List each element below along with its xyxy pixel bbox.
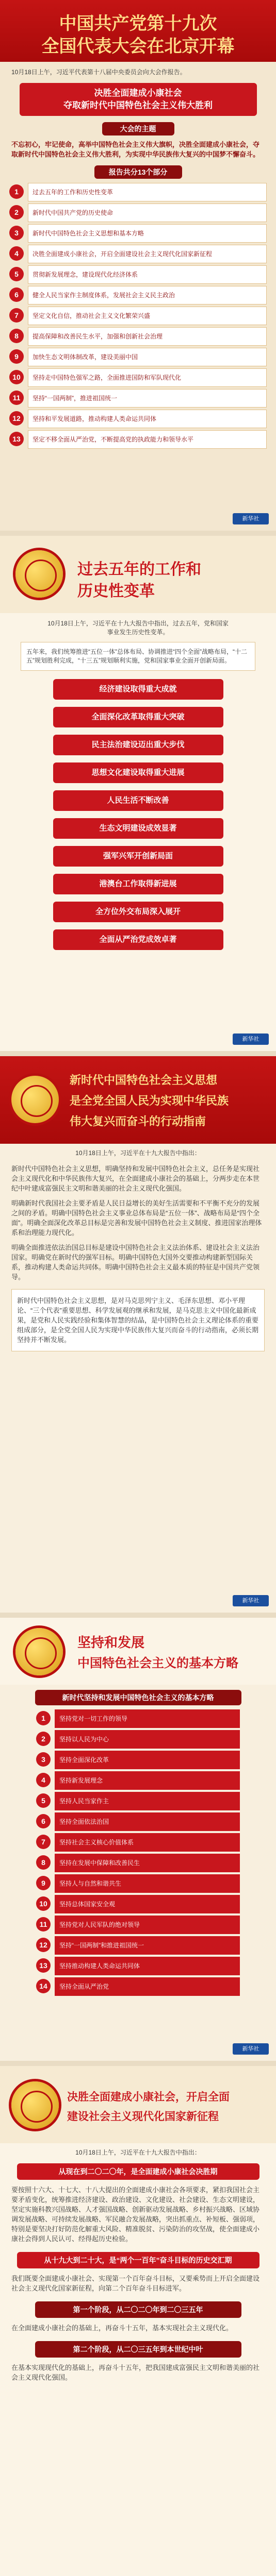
strategy-list: [0, 1709, 276, 1995]
section-thought: [0, 1056, 276, 1613]
section-new-journey: [0, 2066, 276, 2576]
opening-title-line1: 中国共产党第十九次: [59, 14, 217, 33]
list-item: 经济建设取得重大成就: [53, 679, 223, 700]
journey-title-line1: 决胜全面建成小康社会，开启全面: [67, 2091, 230, 2103]
list-item: 全面深化改革取得重大突破: [53, 707, 223, 727]
five-years-list: [0, 679, 276, 950]
party-emblem-icon: [11, 2081, 59, 2129]
journey-para3: 在全面建成小康社会的基础上，再奋斗十五年，基本实现社会主义现代化。: [11, 2324, 233, 2332]
journey-para4: 在基本实现现代化的基础上，再奋斗十五年，把我国建成富强民主文明和谐美丽的社会主义现代化强国。: [11, 2364, 260, 2381]
list-item: 11 坚持“一国两制”，推进祖国统一: [9, 389, 267, 406]
list-item: 8 坚持在发展中保障和改善民生: [36, 1854, 240, 1871]
list-item: 1 坚持党对一切工作的领导: [36, 1709, 240, 1727]
journey-band1: 从现在到二〇二〇年，是全面建成小康社会决胜期: [17, 2163, 259, 2180]
opening-theme-line1: 决胜全面建成小康社会: [94, 88, 182, 98]
list-item: 10 坚持总体国家安全观: [36, 1895, 240, 1912]
list-item: 13 坚持推动构建人类命运共同体: [36, 1957, 240, 1974]
opening-parts-list: [0, 183, 276, 448]
opening-intro: 10月18日上午，习近平代表第十八届中央委员会向大会作报告。: [11, 69, 186, 76]
opening-header: [0, 0, 276, 62]
party-emblem-icon: [11, 1076, 59, 1123]
xinhua-brand: 新华社: [233, 1595, 269, 1606]
journey-band4: 第二个阶段，从二〇三五年到本世纪中叶: [35, 2341, 241, 2358]
thought-para2: 明确新时代我国社会主要矛盾是人民日益增长的美好生活需要和不平衡不充分的发展之间的矛盾。明确中国特色社会主义事业总体布局是“五位一体”、战略布局是“四个全面”。明确全面深化改革总目标是完善和发展中国特色社会主义制度、推进国家治理体系和治理能力现代化。: [11, 1199, 262, 1236]
strategy-label: 新时代坚持和发展中国特色社会主义的基本方略: [35, 1690, 241, 1705]
journey-para2: 我们既要全面建成小康社会、实现第一个百年奋斗目标，又要乘势而上开启全面建设社会主义现代化国家新征程，向第二个百年奋斗目标进军。: [11, 2275, 260, 2292]
list-item: 8 提高保障和改善民生水平，加强和创新社会治理: [9, 327, 267, 345]
strategy-title-line2: 中国特色社会主义的基本方略: [77, 1656, 238, 1670]
opening-theme-banner: [20, 83, 257, 116]
section-opening: [0, 0, 276, 531]
xinhua-brand: 新华社: [233, 2043, 269, 2055]
list-item: 全方位外交布局深入展开: [53, 902, 223, 922]
list-item: 10 坚持走中国特色强军之路，全面推进国防和军队现代化: [9, 368, 267, 386]
list-item: 5 坚持人民当家作主: [36, 1792, 240, 1809]
list-item: 人民生活不断改善: [53, 790, 223, 811]
list-item: 4 决胜全面建成小康社会，开启全面建设社会主义现代化国家新征程: [9, 245, 267, 262]
list-item: 2 坚持以人民为中心: [36, 1730, 240, 1748]
list-item: 1 过去五年的工作和历史性变革: [9, 183, 267, 200]
section-five-years: [0, 536, 276, 1051]
opening-theme-text: 不忘初心，牢记使命，高举中国特色社会主义伟大旗帜，决胜全面建成小康社会，夺取新时代中国特色社会主义伟大胜利，为实现中华民族伟大复兴的中国梦不懈奋斗。: [11, 141, 260, 158]
list-item: 3 新时代中国特色社会主义思想和基本方略: [9, 224, 267, 242]
list-item: 11 坚持党对人民军队的绝对领导: [36, 1916, 240, 1933]
journey-intro: 10月18日上午，习近平在十九大报告中指出：: [75, 2149, 201, 2156]
thought-para4: 新时代中国特色社会主义思想，是对马克思列宁主义、毛泽东思想、邓小平理论、“三个代表”重要思想、科学发展观的继承和发展，是马克思主义中国化最新成果，是党和人民实践经验和集体智慧的结晶，是中国特色社会主义理论体系的重要组成部分，是全党全国人民为实现中华民族伟大复兴而奋斗的行动指南，必须长期坚持并不断发展。: [11, 1289, 265, 1351]
list-item: 全面从严治党成效卓著: [53, 929, 223, 950]
thought-title-line2: 是全党全国人民为实现中华民族: [70, 1094, 229, 1107]
xinhua-brand: 新华社: [233, 1033, 269, 1045]
list-item: 9 坚持人与自然和谐共生: [36, 1874, 240, 1892]
journey-title-line2: 建设社会主义现代化国家新征程: [67, 2111, 219, 2123]
list-item: 生态文明建设成效显著: [53, 818, 223, 839]
thought-header: [0, 1056, 276, 1144]
opening-report-label: 报告共分13个部分: [94, 165, 182, 179]
five-years-title-line2: 历史性变革: [77, 583, 155, 600]
list-item: 民主法治建设迈出重大步伐: [53, 735, 223, 755]
thought-title-line3: 伟大复兴而奋斗的行动指南: [70, 1115, 206, 1128]
five-years-quote: 五年来，我们统筹推进“五位一体”总体布局、协调推进“四个全面”战略布局，“十二五”规划胜利完成，“十三五”规划顺利实施，党和国家事业全面开创新局面。: [21, 642, 255, 671]
list-item: 5 贯彻新发展理念，建设现代化经济体系: [9, 265, 267, 283]
list-item: 思想文化建设取得重大进展: [53, 762, 223, 783]
thought-intro: 10月18日上午，习近平在十九大报告中指出：: [75, 1149, 201, 1157]
journey-band2: 从十九大到二十大，是“两个一百年”奋斗目标的历史交汇期: [17, 2252, 259, 2268]
list-item: 9 加快生态文明体制改革，建设美丽中国: [9, 348, 267, 365]
list-item: 4 坚持新发展理念: [36, 1771, 240, 1789]
opening-title-line2: 全国代表大会在北京开幕: [41, 37, 235, 56]
list-item: 港澳台工作取得新进展: [53, 874, 223, 894]
journey-band3: 第一个阶段，从二〇二〇年到二〇三五年: [35, 2301, 241, 2318]
thought-para1: 新时代中国特色社会主义思想，明确坚持和发展中国特色社会主义，总任务是实现社会主义现代化和中华民族伟大复兴，在全面建成小康社会的基础上，分两步走在本世纪中叶建成富强民主文明和谐美丽的社会主义现代化强国。: [11, 1165, 260, 1192]
party-emblem-icon: [15, 1628, 63, 1675]
list-item: 7 坚持社会主义核心价值体系: [36, 1833, 240, 1851]
journey-header: [0, 2066, 276, 2143]
list-item: 强军兴军开创新局面: [53, 846, 223, 867]
party-emblem-icon: [15, 550, 63, 598]
list-item: 7 坚定文化自信，推动社会主义文化繁荣兴盛: [9, 307, 267, 324]
five-years-header: [0, 536, 276, 613]
list-item: 12 坚持和平发展道路，推动构建人类命运共同体: [9, 410, 267, 427]
strategy-header: [0, 1618, 276, 1685]
list-item: 14 坚持全面从严治党: [36, 1977, 240, 1995]
list-item: 12 坚持“一国两制”和推进祖国统一: [36, 1936, 240, 1954]
list-item: 13 坚定不移全面从严治党，不断提高党的执政能力和领导水平: [9, 430, 267, 448]
opening-theme-label: 大会的主题: [102, 122, 174, 135]
section-strategy: [0, 1618, 276, 2061]
thought-title-line1: 新时代中国特色社会主义思想: [70, 1074, 218, 1087]
list-item: 6 健全人民当家作主制度体系，发展社会主义民主政治: [9, 286, 267, 303]
list-item: 6 坚持全面依法治国: [36, 1812, 240, 1830]
strategy-title-line1: 坚持和发展: [77, 1635, 145, 1650]
five-years-title-line1: 过去五年的工作和: [77, 561, 201, 578]
list-item: 3 坚持全面深化改革: [36, 1751, 240, 1768]
list-item: 2 新时代中国共产党的历史使命: [9, 204, 267, 221]
opening-theme-line2: 夺取新时代中国特色社会主义伟大胜利: [63, 100, 213, 110]
xinhua-brand: 新华社: [233, 513, 269, 524]
thought-para3: 明确全面推进依法治国总目标是建设中国特色社会主义法治体系、建设社会主义法治国家。明确党在新时代的强军目标。明确中国特色大国外交要推动构建新型国际关系，推动构建人类命运共同体。明确中国特色社会主义最本质的特征是中国共产党领导。: [11, 1244, 260, 1281]
journey-para1: 要按照十六大、十七大、十八大提出的全面建成小康社会各项要求，紧扣我国社会主要矛盾变化，统筹推进经济建设、政治建设、文化建设、社会建设、生态文明建设，坚定实施科教兴国战略、人才强国战略、创新驱动发展战略、乡村振兴战略、区域协调发展战略、可持续发展战略、军民融合发展战略，突出抓重点、补短板、强弱项，特别是要坚决打好防范化解重大风险、精准脱贫、污染防治的攻坚战，使全面建成小康社会得到人民认可、经得起历史检验。: [11, 2186, 260, 2243]
five-years-intro: 10月18日上午，习近平在十九大报告中指出，过去五年，党和国家事业发生历史性变革。: [47, 620, 229, 636]
